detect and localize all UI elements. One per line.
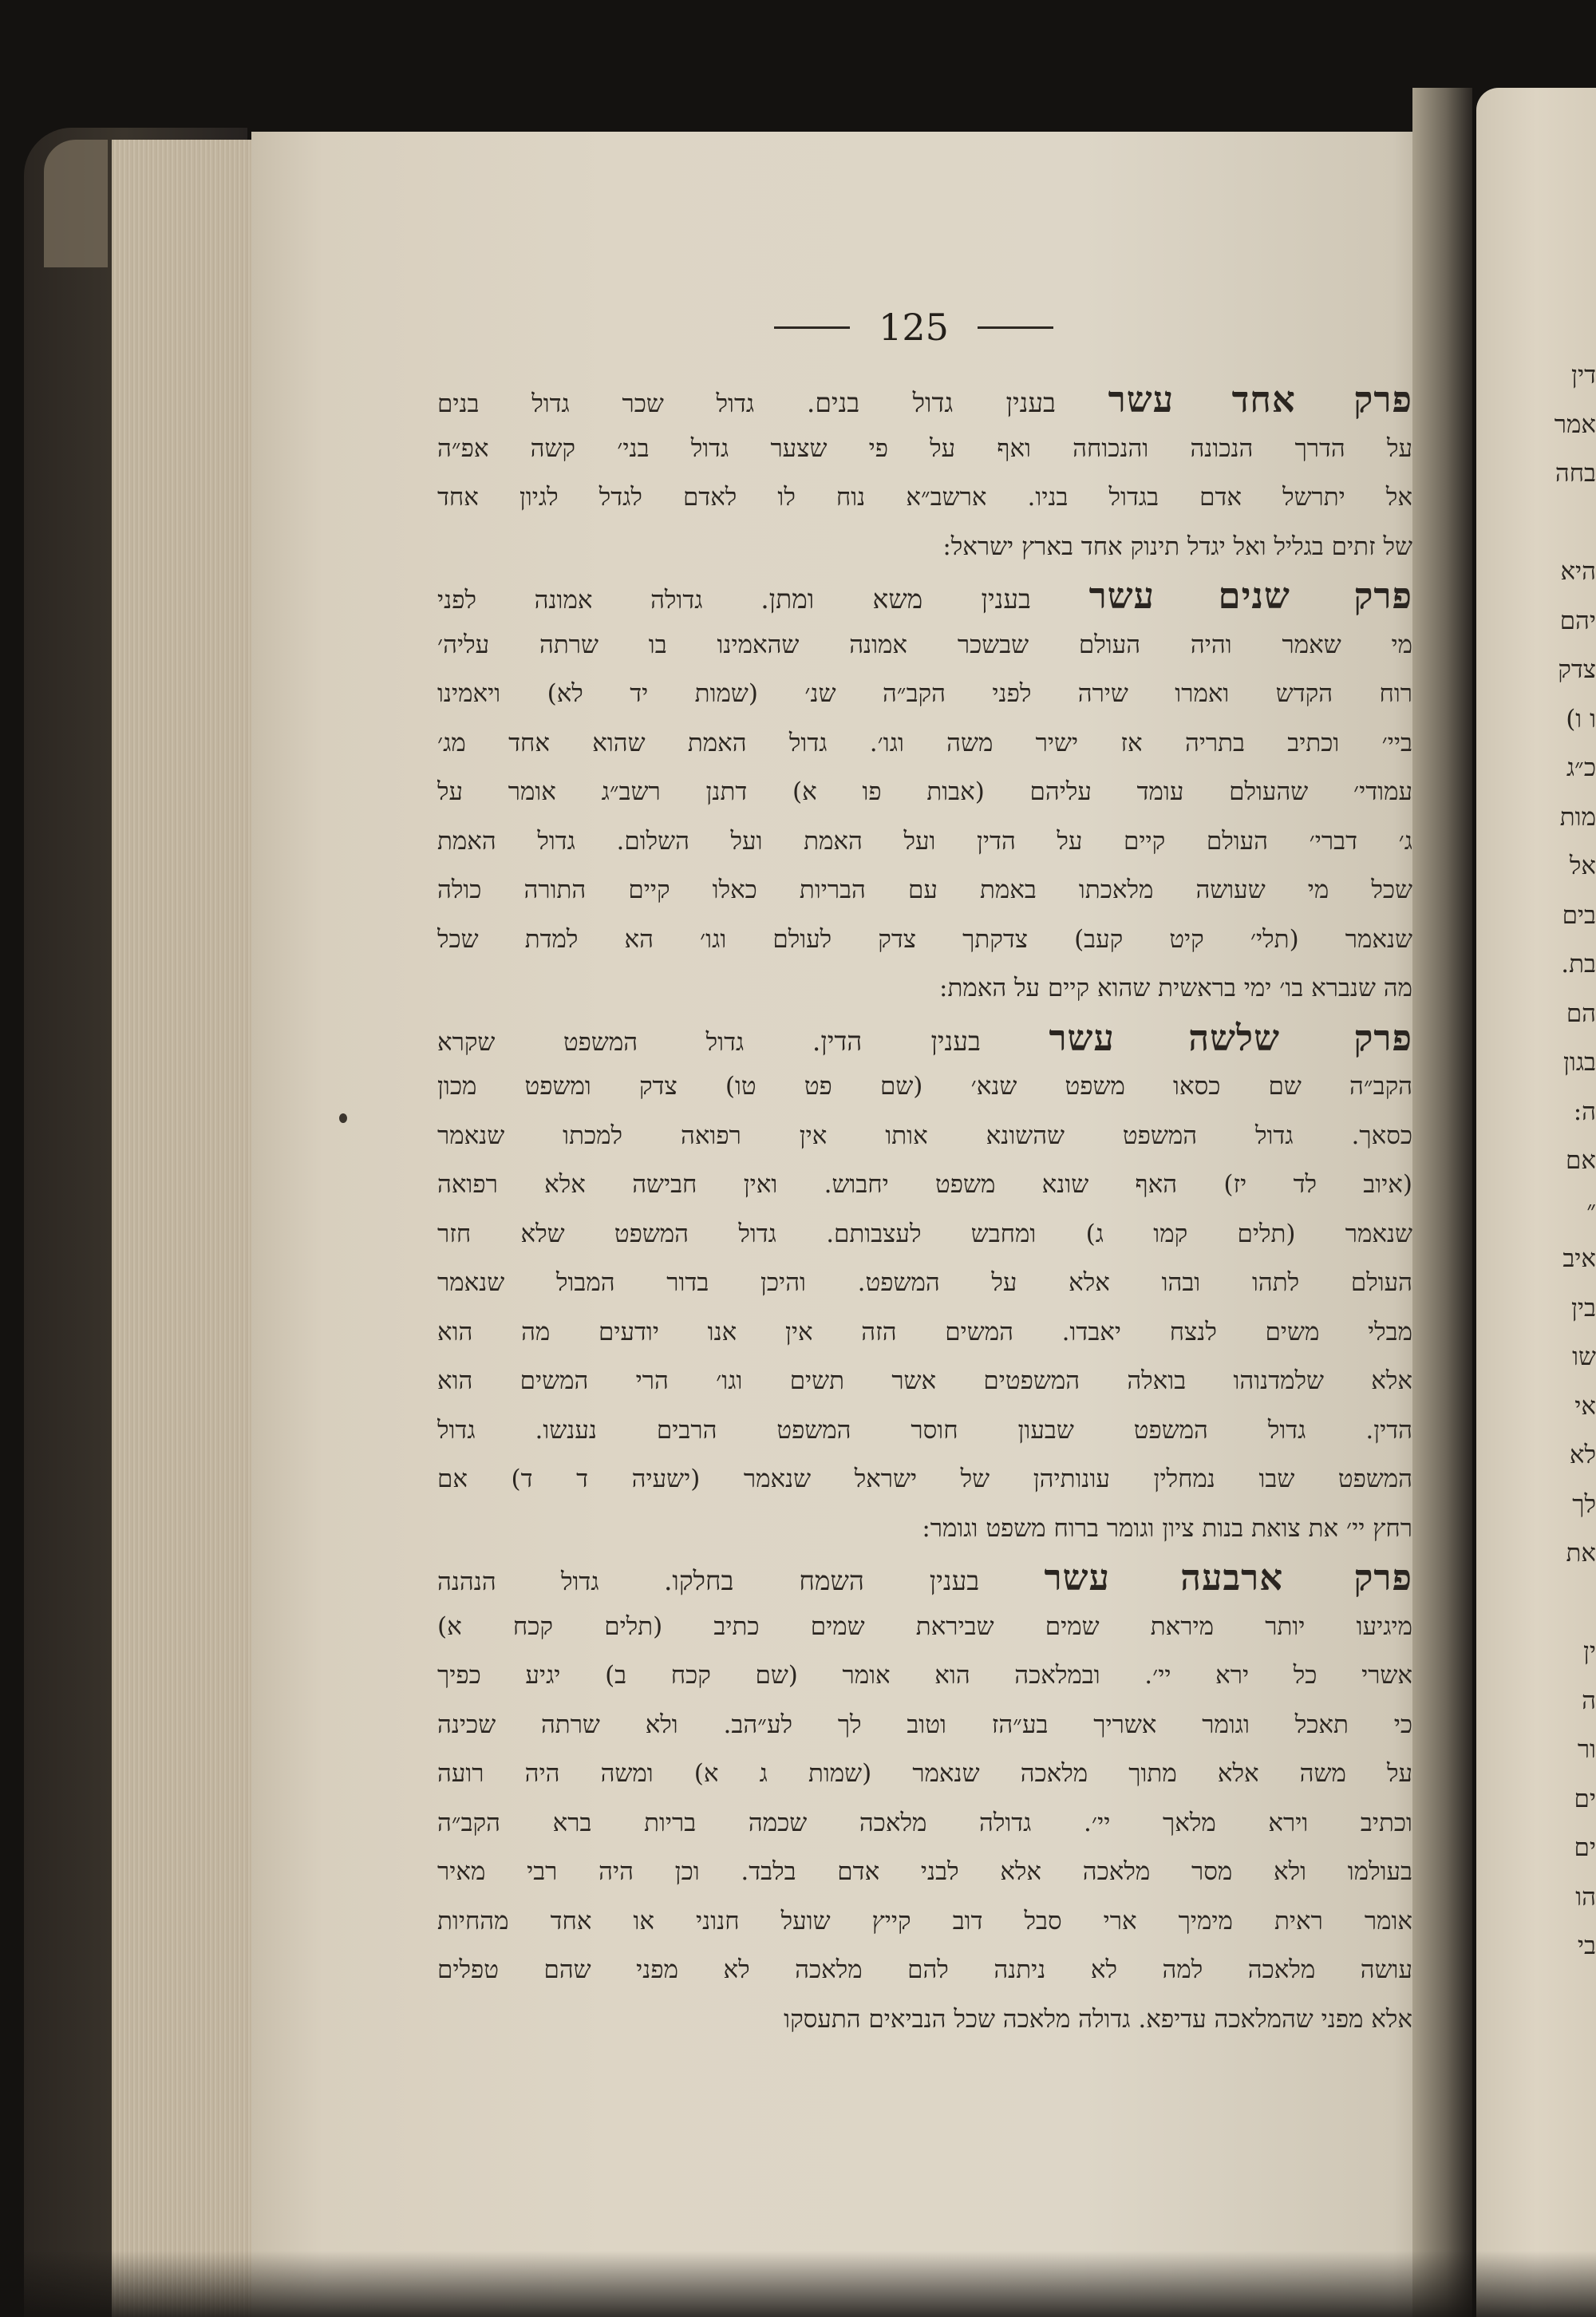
text-line: ג׳ דברי׳ העולם קיים על הדין ועל האמת ועל השלום. גדול האמת <box>437 826 1412 856</box>
chapter-section <box>437 375 1412 571</box>
chapter-subtitle: בענין משא ומתן. <box>760 583 1031 615</box>
chapter-title: פרק שלשה עשר <box>1049 1016 1412 1059</box>
text-line: אלא מפני שהמלאכה עדיפא. גדולה מלאכה שכל הנביאים התעסקו <box>784 2004 1412 2034</box>
text-line: שכל מי שעושה מלאכתו באמת עם הבריות כאלו קיים התורה כולה <box>437 876 1412 904</box>
facing-page-text <box>1539 351 1596 1971</box>
text-line: מיגיעו יותר מיראת שמים שביראת שמים כתיב (תלים קכח א) <box>437 1611 1412 1641</box>
text-line: וכתיב וירא מלאך יי׳. גדולה מלאכה שכמה בריות ברא הקב״ה <box>437 1808 1412 1837</box>
chapter-title: פרק אחד עשר <box>1108 378 1412 421</box>
chapter-section <box>437 1014 1412 1554</box>
facing-page-fragment: צדק <box>1558 655 1596 684</box>
facing-page-fragment: אל <box>1569 852 1596 880</box>
text-line: אומר ראית מימיך ארי סבל דוב קייץ שועל חנוני או אחד מהחיות <box>437 1906 1412 1935</box>
facing-page-fragment: ו ו) <box>1566 704 1596 733</box>
page-edges <box>112 140 267 2317</box>
header-rule-left <box>978 326 1053 329</box>
facing-page-fragment: היא <box>1560 557 1596 586</box>
text-line: עמודי׳ שהעולם עומד עליהם (אבות פו א) דתנן רשב״ג אומר על <box>437 777 1412 806</box>
chapter-title: פרק שנים עשר <box>1088 575 1412 617</box>
text-line: אשרי כל ירא יי׳. ובמלאכה הוא אומר (שם קכח ב) יגיע כפיך <box>437 1661 1412 1690</box>
text-line: רוח הקדש ואמרו שירה לפני הקב״ה שנ׳ (שמות יד לא) ויאמינו <box>437 679 1412 708</box>
facing-page-fragment: אי <box>1574 1391 1596 1421</box>
facing-page-fragment: דין <box>1571 361 1596 389</box>
chapter-section <box>437 571 1412 1014</box>
facing-page-fragment: יהם <box>1559 606 1596 635</box>
text-line: (איוב לד יז) האף שונא משפט יחבוש. ואין חבישה אלא רפואה <box>437 1170 1412 1199</box>
facing-page-fragment: לא <box>1569 1441 1596 1469</box>
chapter-subtitle: בענין השמח בחלקו. <box>663 1565 980 1596</box>
facing-page-fragment: מות <box>1559 802 1596 832</box>
facing-page-fragment: בים <box>1562 900 1596 930</box>
chapter-title: פרק ארבעה עשר <box>1044 1556 1412 1599</box>
facing-page-fragment: בגון <box>1562 1048 1596 1077</box>
heading-line-text: גדול שכר גדול בנים <box>437 389 755 418</box>
chapter-section <box>437 1553 1412 2044</box>
text-line: מבלי משים לנצח יאבדו. המשים הזה אין אנו יודעים מה הוא <box>437 1317 1412 1346</box>
chapter-heading-line <box>437 571 1412 621</box>
facing-page-fragment: בי <box>1577 1931 1596 1960</box>
facing-page-fragment: הו <box>1575 1882 1596 1912</box>
text-line: מה שנברא בו׳ ימי בראשית שהוא קיים על האמת: <box>939 974 1412 1002</box>
text-line: של זתים בגליל ואל יגדל תינוק אחד בארץ ישראל: <box>942 532 1412 561</box>
text-line: העולם לתהו ובהו אלא על המשפט. והיכן בדור המבול שנאמר <box>437 1268 1412 1297</box>
book-gutter <box>1412 88 1472 2317</box>
page-number: 125 <box>879 306 949 349</box>
facing-page-fragment: כ״ג <box>1566 753 1596 782</box>
text-line: על משה אלא מתוך מלאכה שנאמר (שמות ג א) ומשה היה רועה <box>437 1759 1412 1788</box>
facing-page-fragment <box>1539 1579 1596 1628</box>
facing-page-fragment: ה: <box>1573 1097 1596 1126</box>
text-line: אל יתרשל אדם בגדול בניו. ארשב״א נוח לו לאדם לגדל לגיון אחד <box>437 483 1412 512</box>
text-line: בעולמו ולא מסר מלאכה אלא לבני אדם בלבד. וכן היה רבי מאיר <box>437 1857 1412 1886</box>
text-line: שנאמר (תלי׳ קיט קעב) צדקתך צדק לעולם וגו׳ הא למדת שכל <box>437 924 1412 954</box>
page-header <box>762 299 1065 355</box>
facing-page-fragment <box>1539 499 1596 548</box>
text-line: כסאך. גדול המשפט שהשונא אותו אין רפואה למכתו שנאמר <box>437 1121 1412 1150</box>
facing-page-fragment: ור <box>1577 1735 1596 1764</box>
facing-page-fragment: לך <box>1572 1489 1596 1519</box>
facing-page-fragment: ים <box>1574 1784 1596 1813</box>
text-line: שנאמר (תלים קמו ג) ומחבש לעצבותם. גדול המשפט שלא חזר <box>437 1219 1412 1248</box>
text-line: רחץ יי׳ את צואת בנות ציון וגומר ברוח משפט וגומר: <box>922 1513 1412 1543</box>
chapter-heading-line <box>437 1014 1412 1063</box>
chapter-subtitle: בענין הדין. <box>812 1025 981 1057</box>
facing-page-fragment: בת. <box>1561 950 1596 979</box>
text-line: ביי׳ וכתיב בתריה אז ישיר משה וגו׳. גדול האמת שהוא אחד מג׳ <box>437 728 1412 757</box>
heading-line-text: גדול הנהנה <box>437 1568 599 1596</box>
chapter-heading-line <box>437 375 1412 425</box>
facing-page-fragment: בחה <box>1555 459 1596 488</box>
heading-line-text: גדול המשפט שקרא <box>437 1027 745 1057</box>
text-line: עושה מלאכה למה לא ניתנה להם מלאכה לא מפני שהם טפלים <box>437 1955 1412 1984</box>
facing-page-fragment: ה <box>1582 1686 1596 1715</box>
text-line: על הדרך הנכונה והנכוחה ואף על פי שצער גדול בני׳ קשה אפ״ה <box>437 433 1412 463</box>
ink-speck <box>339 1113 347 1123</box>
facing-page-fragment: אמר <box>1554 409 1596 439</box>
facing-page-fragment: איב <box>1562 1244 1596 1273</box>
header-rule-right <box>774 326 850 329</box>
text-line: המשפט שבו נמחלין עונותיהן של ישראל שנאמר (ישעיה ד ד) אם <box>437 1465 1412 1493</box>
text-line: מי שאמר והיה העולם שבשכר אמונה שהאמינו בו שרתה עליה׳ <box>437 630 1412 659</box>
text-line: הדין. גדול המשפט שבעון חוסר המשפט הרבים נענשו. גדול <box>437 1415 1412 1445</box>
chapter-heading-line <box>437 1553 1412 1603</box>
facing-page-fragment: ים <box>1574 1833 1596 1862</box>
text-line: הקב״ה שם כסאו משפט שנא׳ (שם פט טו) צדק ומשפט מכון <box>437 1072 1412 1101</box>
chapter-subtitle: בענין גדול בנים. <box>806 387 1056 418</box>
facing-page-fragment: שו <box>1572 1342 1596 1371</box>
facing-page-fragment: הם <box>1566 998 1596 1028</box>
page-body <box>437 375 1412 2044</box>
facing-page-fragment: את <box>1566 1539 1596 1568</box>
cover-wear <box>44 140 108 267</box>
facing-page-fragment: בין <box>1571 1293 1596 1323</box>
text-line: אלא שלמדנוהו בואלה המשפטים אשר תשים וגו׳ הרי המשים הוא <box>437 1366 1412 1395</box>
bottom-shadow <box>0 2251 1596 2317</box>
facing-page-fragment: ״ <box>1586 1195 1596 1224</box>
facing-page-fragment: אם <box>1566 1146 1596 1175</box>
text-line: כי תאכל וגומר אשריך בע״הז וטוב לך לע״הב. ולא שרתה שכינה <box>437 1710 1412 1739</box>
facing-page-fragment: ין <box>1582 1637 1596 1666</box>
heading-line-text: גדולה אמונה לפני <box>437 586 703 615</box>
